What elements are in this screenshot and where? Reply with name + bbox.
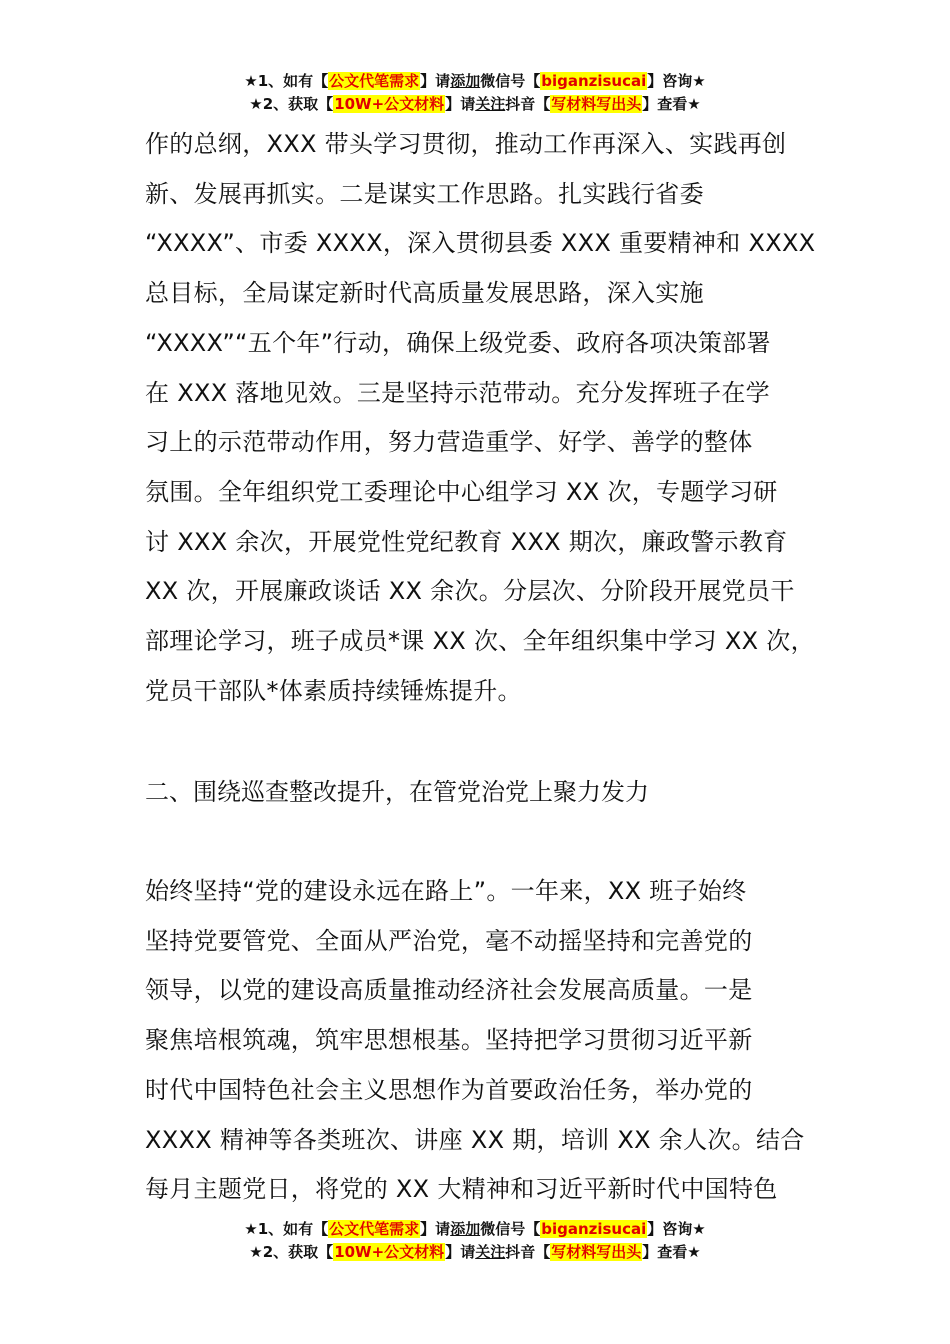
paragraph-line: 坚持党要管党、全面从严治党，毫不动摇坚持和完善党的 bbox=[145, 926, 753, 955]
paragraph-2 bbox=[145, 867, 835, 1215]
paragraph-line: 每月主题党日，将党的 XX 大精神和习近平新时代中国特色 bbox=[145, 1175, 778, 1204]
paragraph-line: XXXX 精神等各类班次、讲座 XX 期，培训 XX 余人次。结合 bbox=[145, 1125, 805, 1154]
header-highlight-service: 公文代笔需求 bbox=[329, 72, 420, 90]
paragraph-line: XX 次，开展廉政谈话 XX 余次。分层次、分阶段开展党员干 bbox=[145, 577, 795, 606]
footer-banner-line-1: ★1、如有【公文代笔需求】请添加微信号【biganzisucai】咨询★ bbox=[244, 1220, 706, 1238]
paragraph-line: 时代中国特色社会主义思想作为首要政治任务，举办党的 bbox=[145, 1075, 753, 1104]
paragraph-line: 氛围。全年组织党工委理论中心组学习 XX 次，专题学习研 bbox=[145, 477, 778, 506]
paragraph-line: 新、发展再抓实。二是谋实工作思路。扎实践行省委 bbox=[145, 179, 704, 208]
paragraph-line: 部理论学习，班子成员*课 XX 次、全年组织集中学习 XX 次， bbox=[145, 627, 815, 656]
paragraph-1 bbox=[145, 120, 835, 716]
paragraph-line: 领导，以党的建设高质量推动经济社会发展高质量。一是 bbox=[145, 976, 753, 1005]
paragraph-line: 在 XXX 落地见效。三是坚持示范带动。充分发挥班子在学 bbox=[145, 378, 770, 407]
header-highlight-douyin: 写材料写出头 bbox=[551, 95, 642, 113]
paragraph-line: 习上的示范带动作用，努力营造重学、好学、善学的整体 bbox=[145, 428, 753, 457]
paragraph-line: 聚焦培根筑魂，筑牢思想根基。坚持把学习贯彻习近平新 bbox=[145, 1026, 753, 1055]
footer-highlight-service: 公文代笔需求 bbox=[329, 1220, 420, 1238]
footer-banner-line-2: ★2、获取【10W+公文材料】请关注抖音【写材料写出头】查看★ bbox=[249, 1243, 701, 1261]
paragraph-line: “XXXX”、市委 XXXX，深入贯彻县委 XXX 重要精神和 XXXX bbox=[145, 229, 816, 258]
header-highlight-wechat-id: biganzisucai bbox=[541, 72, 647, 90]
header-banner-line-2: ★2、获取【10W+公文材料】请关注抖音【写材料写出头】查看★ bbox=[249, 95, 701, 113]
paragraph-line: 讨 XXX 余次，开展党性党纪教育 XXX 期次，廉政警示教育 bbox=[145, 527, 788, 556]
section-heading: 二、围绕巡查整改提升，在管党治党上聚力发力 bbox=[145, 778, 649, 806]
paragraph-line: 党员干部队*体素质持续锤炼提升。 bbox=[145, 676, 522, 705]
paragraph-line: 总目标，全局谋定新时代高质量发展思路，深入实施 bbox=[145, 279, 704, 308]
footer-banner bbox=[0, 1218, 950, 1264]
header-highlight-materials: 10W+公文材料 bbox=[334, 95, 445, 113]
header-banner-line-1: ★1、如有【公文代笔需求】请添加微信号【biganzisucai】咨询★ bbox=[244, 72, 706, 90]
paragraph-line: 始终坚持“党的建设永远在路上”。一年来，XX 班子始终 bbox=[145, 877, 747, 905]
footer-highlight-douyin: 写材料写出头 bbox=[551, 1243, 642, 1261]
paragraph-line: 作的总纲，XXX 带头学习贯彻，推动工作再深入、实践再创 bbox=[145, 130, 787, 158]
paragraph-line: “XXXX”“五个年”行动，确保上级党委、政府各项决策部署 bbox=[145, 328, 771, 357]
footer-highlight-materials: 10W+公文材料 bbox=[334, 1243, 445, 1261]
header-banner bbox=[0, 70, 950, 116]
footer-highlight-wechat-id: biganzisucai bbox=[541, 1220, 647, 1238]
